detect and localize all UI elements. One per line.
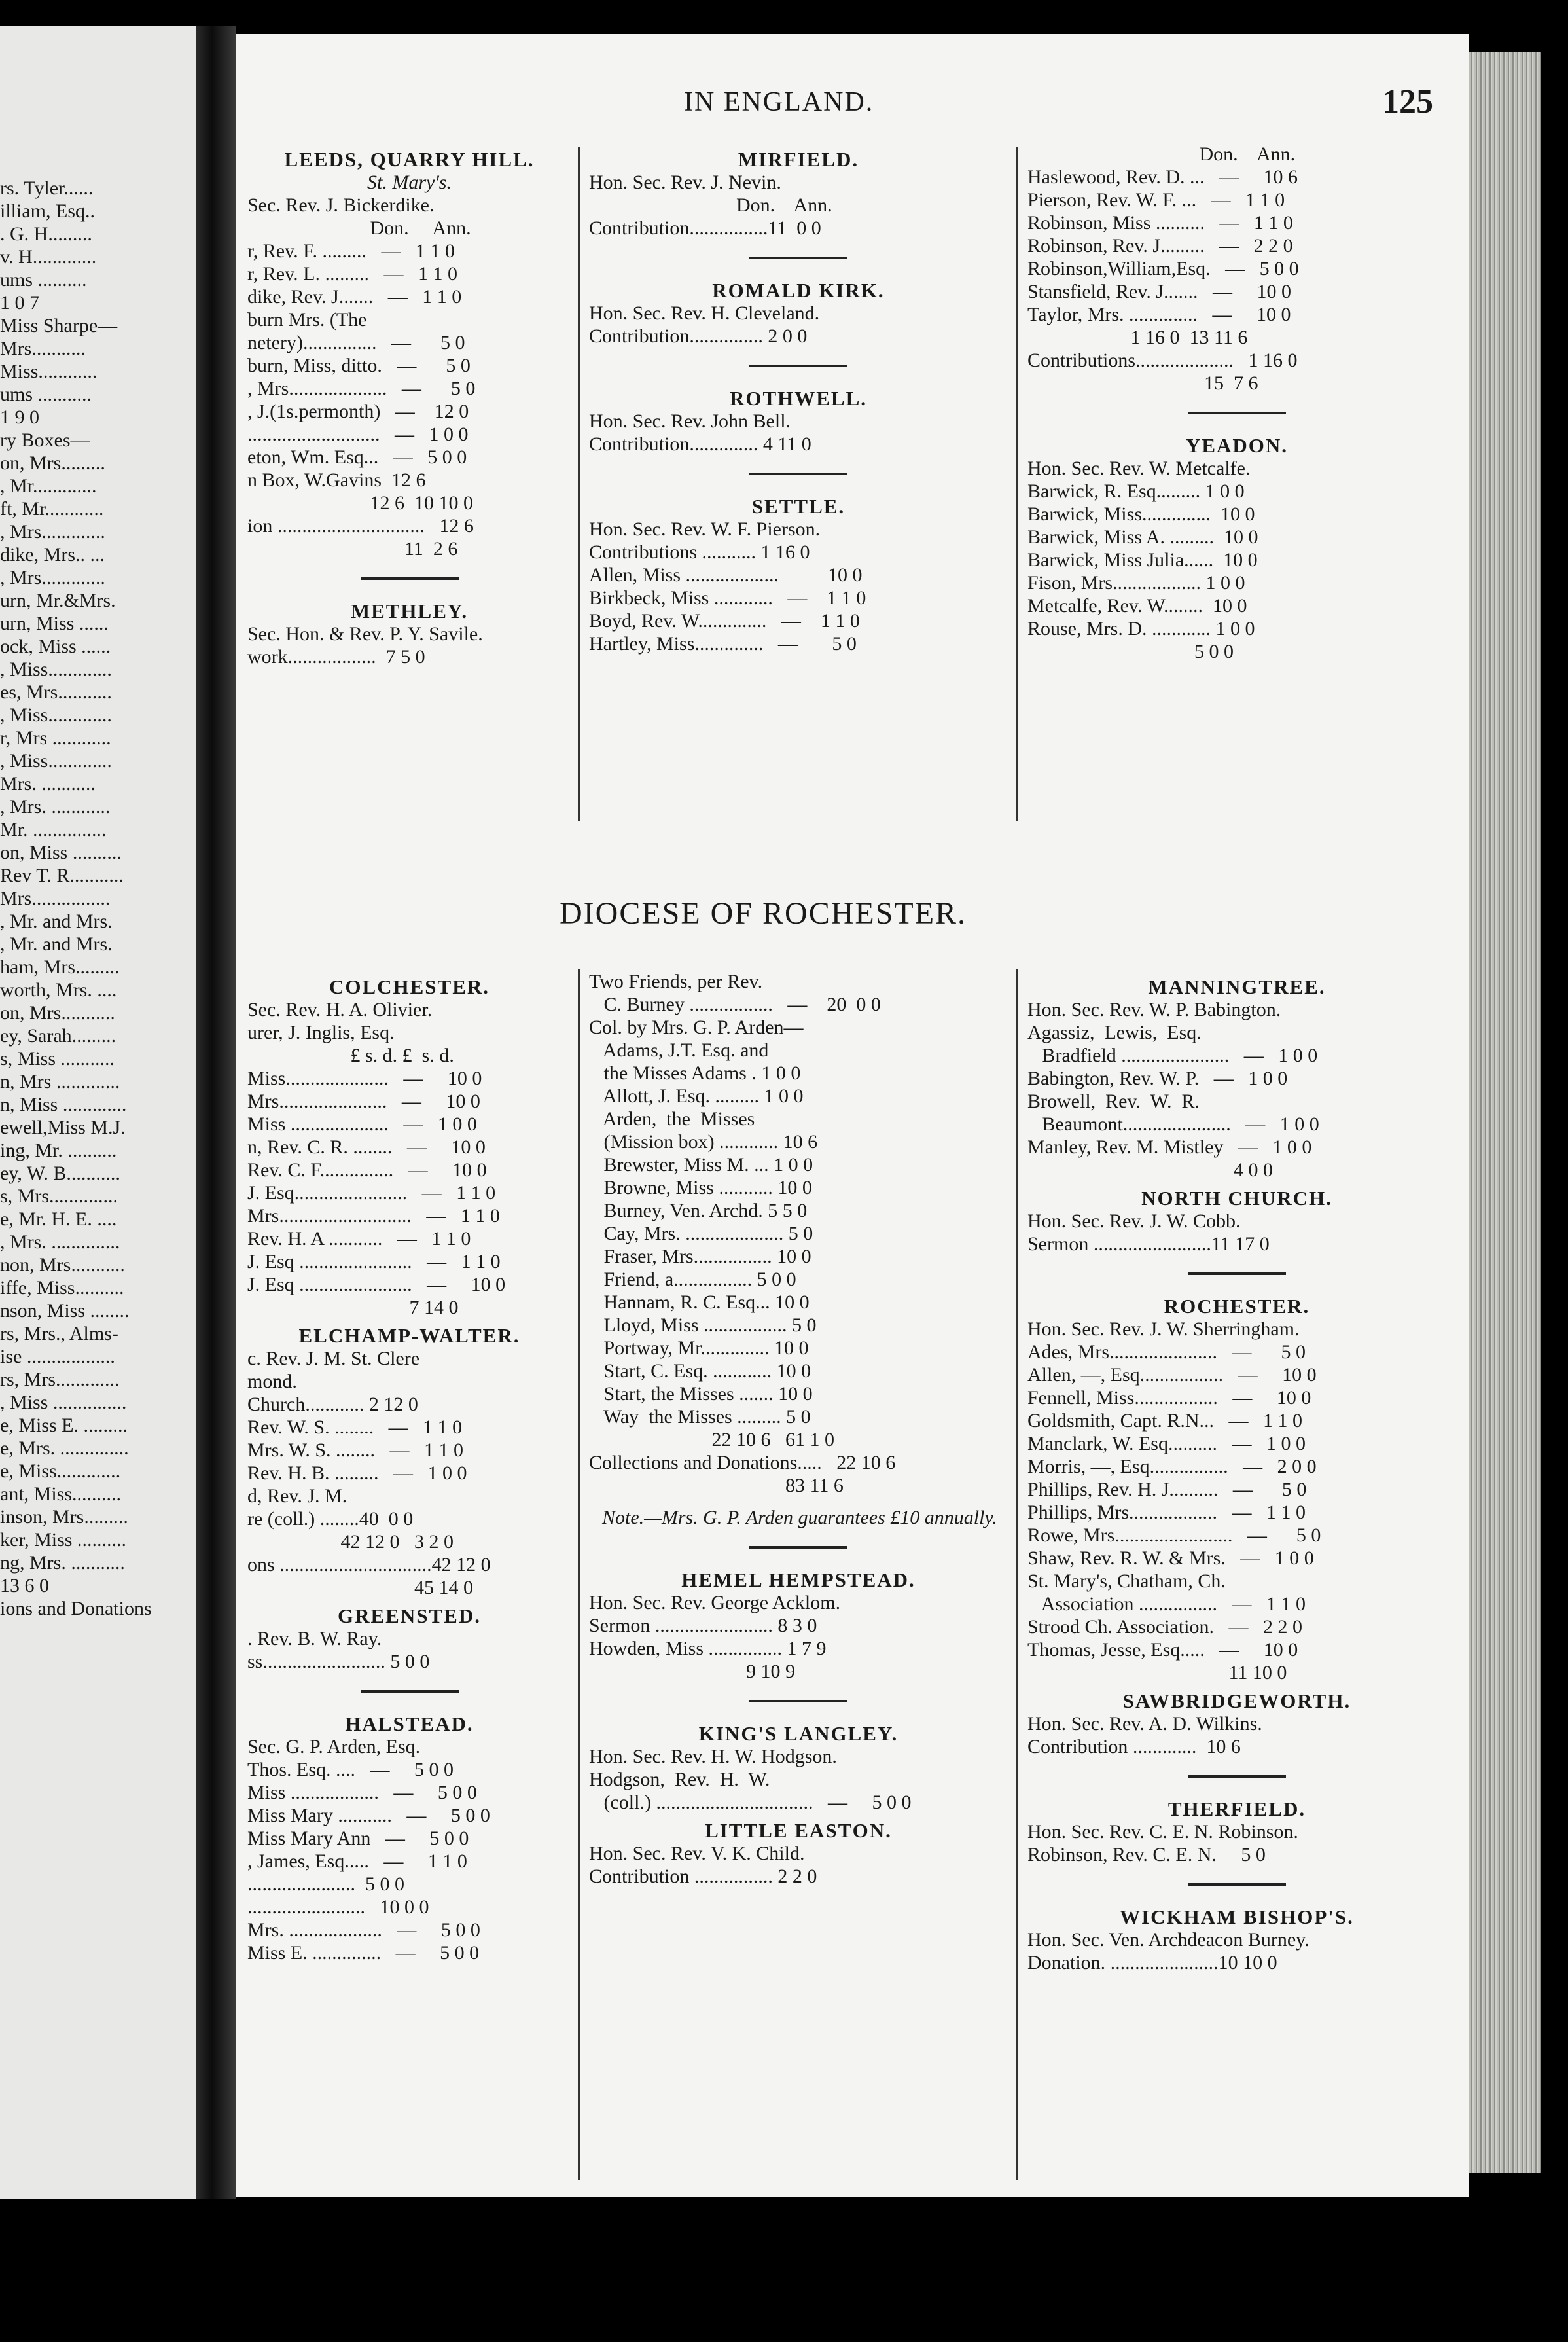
ledger-line: Sec. G. P. Arden, Esq.	[247, 1736, 421, 1757]
ledger-line: Cay, Mrs. .................... 5 0	[589, 1223, 813, 1244]
ledger-line: J. Esq ....................... — 1 1 0	[247, 1251, 501, 1272]
ledger-line: Col. by Mrs. G. P. Arden—	[589, 1017, 804, 1038]
ledger-line: Arden, the Misses	[589, 1108, 755, 1130]
column-rule	[1016, 147, 1018, 821]
facing-page-line: rs, Mrs., Alms-	[0, 1323, 118, 1344]
ledger-line: d, Rev. J. M.	[247, 1485, 347, 1507]
section-title: THERFIELD.	[1167, 1797, 1306, 1820]
section-title: COLCHESTER.	[329, 975, 490, 998]
ledger-line: Agassiz, Lewis, Esq.	[1027, 1022, 1202, 1043]
ledger-line: 42 12 0 3 2 0	[247, 1531, 454, 1553]
facing-page-line: Miss............	[0, 361, 98, 382]
facing-page-line: ock, Miss ......	[0, 636, 111, 657]
ledger-line: Thomas, Jesse, Esq..... — 10 0	[1027, 1639, 1298, 1661]
ledger-line: , J.(1s.permonth) — 12 0	[247, 401, 469, 422]
ledger-line: Barwick, Miss A. ......... 10 0	[1027, 526, 1258, 548]
ledger-line: r, Rev. L. ......... — 1 1 0	[247, 263, 457, 285]
ledger-line: Hon. Sec. Rev. J. W. Cobb.	[1027, 1210, 1241, 1232]
facing-page-line: rs, Mrs.............	[0, 1369, 120, 1390]
facing-page-line: illiam, Esq..	[0, 200, 95, 222]
facing-page-line: n, Mrs .............	[0, 1071, 120, 1092]
facing-page-line: ey, Sarah.........	[0, 1025, 116, 1047]
ledger-line: Miss E. .............. — 5 0 0	[247, 1942, 480, 1964]
section-title: ROCHESTER.	[1164, 1295, 1310, 1318]
facing-page-line: 1 0 7	[0, 292, 39, 314]
section-title: LEEDS, QUARRY HILL.	[284, 148, 535, 171]
ledger-line: Morris, —, Esq................ — 2 0 0	[1027, 1456, 1317, 1477]
section-title: GREENSTED.	[338, 1604, 481, 1627]
facing-page-line: on, Mrs.........	[0, 452, 105, 474]
facing-page-line: , Miss.............	[0, 750, 112, 772]
ledger-line: Rev. C. F............... — 10 0	[247, 1159, 487, 1181]
section-rule	[1188, 412, 1286, 414]
facing-page-line: s, Miss ...........	[0, 1048, 115, 1070]
ledger-line: Donation. ......................10 10 0	[1027, 1952, 1277, 1973]
facing-page-line: on, Mrs...........	[0, 1002, 115, 1024]
section-rule	[361, 1690, 459, 1693]
ledger-line: Contributions ........... 1 16 0	[589, 541, 810, 563]
ledger-line: Hon. Sec. Rev. J. W. Sherringham.	[1027, 1318, 1300, 1340]
ledger-line: Hon. Sec. Rev. George Acklom.	[589, 1592, 841, 1613]
ledger-line: C. Burney ................. — 20 0 0	[589, 994, 881, 1015]
ledger-line: Sermon ........................ 8 3 0	[589, 1615, 817, 1636]
ledger-line: ........................ 10 0 0	[247, 1896, 429, 1918]
ledger-line: St. Mary's, Chatham, Ch.	[1027, 1570, 1226, 1592]
ledger-line: Robinson,William,Esq. — 5 0 0	[1027, 258, 1299, 279]
column-middle-bottom	[589, 970, 1008, 1888]
facing-page-line: , Mr.............	[0, 475, 97, 497]
ledger-line: Rev. W. S. ........ — 1 1 0	[247, 1416, 463, 1438]
facing-page-line: , Mrs. ..............	[0, 1231, 120, 1253]
section-title: METHLEY.	[350, 600, 469, 622]
facing-page	[0, 26, 196, 2199]
ledger-line: ons ...............................42 12 0	[247, 1554, 491, 1576]
section-rule	[1188, 1883, 1286, 1886]
note: Note.—Mrs. G. P. Arden guarantees £10 annually.	[602, 1507, 997, 1528]
ledger-line: Robinson, Rev. C. E. N. 5 0	[1027, 1844, 1266, 1865]
section-rule	[361, 577, 459, 580]
column-right-bottom	[1027, 970, 1446, 1974]
ledger-line: urer, J. Inglis, Esq.	[247, 1022, 395, 1043]
facing-page-line: e, Mrs. ..............	[0, 1437, 129, 1459]
ledger-line: Hon. Sec. Rev. W. Metcalfe.	[1027, 458, 1251, 479]
ledger-line: Miss Mary Ann — 5 0 0	[247, 1828, 469, 1849]
ledger-line: Hon. Sec. Rev. W. F. Pierson.	[589, 518, 821, 540]
ledger-line: Hon. Sec. Rev. J. Nevin.	[589, 171, 781, 193]
ledger-line: Friend, a................ 5 0 0	[589, 1269, 796, 1290]
page-edges	[1469, 52, 1541, 2173]
facing-page-line: , Miss ...............	[0, 1392, 127, 1413]
ledger-line: Barwick, Miss.............. 10 0	[1027, 503, 1255, 525]
ledger-line: Miss .................. — 5 0 0	[247, 1782, 477, 1803]
facing-page-line: Mrs. ...........	[0, 773, 96, 795]
ledger-line: Contribution ................ 2 2 0	[589, 1865, 817, 1887]
ledger-line: 12 6 10 10 0	[247, 492, 473, 514]
ledger-line: Barwick, R. Esq......... 1 0 0	[1027, 480, 1245, 502]
ledger-line: burn, Miss, ditto. — 5 0	[247, 355, 471, 376]
facing-page-line: Rev T. R...........	[0, 865, 124, 886]
book-gutter	[196, 26, 236, 2199]
facing-page-line: ant, Miss..........	[0, 1483, 122, 1505]
ledger-line: re (coll.) ........40 0 0	[247, 1508, 414, 1530]
ledger-line: Manley, Rev. M. Mistley — 1 0 0	[1027, 1136, 1312, 1158]
ledger-line: Don. Ann.	[589, 194, 832, 216]
ledger-line: Allott, J. Esq. ......... 1 0 0	[589, 1085, 804, 1107]
ledger-line: Hon. Sec. Ven. Archdeacon Burney.	[1027, 1929, 1310, 1951]
facing-page-line: urn, Miss ......	[0, 613, 109, 634]
facing-page-line: worth, Mrs. ....	[0, 979, 117, 1001]
facing-page-line: non, Mrs...........	[0, 1254, 125, 1276]
ledger-line: Babington, Rev. W. P. — 1 0 0	[1027, 1068, 1288, 1089]
ledger-line: Goldsmith, Capt. R.N... — 1 1 0	[1027, 1410, 1303, 1432]
page-number: 125	[1382, 83, 1433, 120]
ledger-line: Two Friends, per Rev.	[589, 971, 763, 992]
ledger-line: Contribution.............. 4 11 0	[589, 433, 811, 455]
ledger-line: Brewster, Miss M. ... 1 0 0	[589, 1154, 813, 1176]
facing-page-line: r, Mrs ............	[0, 727, 111, 749]
ledger-line: 9 10 9	[589, 1661, 795, 1682]
ledger-line: Way the Misses ......... 5 0	[589, 1406, 811, 1428]
ledger-line: 45 14 0	[247, 1577, 473, 1598]
ledger-line: Pierson, Rev. W. F. ... — 1 1 0	[1027, 189, 1285, 211]
ledger-line: 1 16 0 13 11 6	[1027, 327, 1248, 348]
facing-page-line: iffe, Miss..........	[0, 1277, 124, 1299]
section-title: LITTLE EASTON.	[705, 1819, 892, 1842]
column-rule	[1016, 969, 1018, 2180]
ledger-line: the Misses Adams . 1 0 0	[589, 1062, 801, 1084]
facing-page-line: ums ..........	[0, 269, 87, 291]
ledger-line: Allen, —, Esq................. — 10 0	[1027, 1364, 1317, 1386]
section-title: HALSTEAD.	[345, 1712, 474, 1735]
ledger-line: Hannam, R. C. Esq... 10 0	[589, 1291, 810, 1313]
facing-page-line: ise ..................	[0, 1346, 115, 1367]
ledger-line: Shaw, Rev. R. W. & Mrs. — 1 0 0	[1027, 1547, 1314, 1569]
facing-page-line: , Mrs.............	[0, 521, 105, 543]
ledger-line: Stansfield, Rev. J....... — 10 0	[1027, 281, 1292, 302]
facing-page-line: nson, Miss ........	[0, 1300, 130, 1322]
column-rule	[578, 147, 580, 821]
ledger-line: mond.	[247, 1371, 297, 1392]
facing-page-line: ey, W. B...........	[0, 1162, 120, 1184]
section-rule	[1188, 1272, 1286, 1275]
ledger-line: Mrs. ................... — 5 0 0	[247, 1919, 480, 1941]
section-rule	[749, 1700, 847, 1702]
ledger-line: 83 11 6	[589, 1475, 844, 1496]
facing-page-line: , Mrs.............	[0, 567, 105, 588]
ledger-line: 4 0 0	[1027, 1159, 1273, 1181]
facing-page-line: ry Boxes—	[0, 429, 90, 451]
section-title: ROTHWELL.	[729, 387, 868, 410]
ledger-line: Don. Ann.	[247, 217, 471, 239]
facing-page-line: 13 6 0	[0, 1575, 49, 1596]
facing-page-line: Mr. ...............	[0, 819, 107, 840]
ledger-line: Lloyd, Miss ................. 5 0	[589, 1314, 817, 1336]
section-rule	[749, 473, 847, 475]
ledger-line: Rev. H. B. ......... — 1 0 0	[247, 1462, 467, 1484]
ledger-line: c. Rev. J. M. St. Clere	[247, 1348, 420, 1369]
section-title: HEMEL HEMPSTEAD.	[681, 1568, 916, 1591]
ledger-line: Howden, Miss ............... 1 7 9	[589, 1638, 827, 1659]
ledger-line: Metcalfe, Rev. W........ 10 0	[1027, 595, 1247, 617]
ledger-line: Hon. Sec. Rev. A. D. Wilkins.	[1027, 1713, 1262, 1735]
ledger-line: Hon. Sec. Rev. W. P. Babington.	[1027, 999, 1281, 1020]
ledger-line: Robinson, Rev. J......... — 2 2 0	[1027, 235, 1293, 257]
ledger-line: Rouse, Mrs. D. ............ 1 0 0	[1027, 618, 1255, 640]
section-title: SAWBRIDGEWORTH.	[1122, 1689, 1351, 1712]
ledger-line: ion .............................. 12 6	[247, 515, 474, 537]
section-rule	[749, 1546, 847, 1549]
ledger-line: Contribution............... 2 0 0	[589, 325, 808, 347]
ledger-line: 22 10 6 61 1 0	[589, 1429, 834, 1450]
diocese-heading: DIOCESE OF ROCHESTER.	[560, 896, 967, 931]
ledger-line: Haslewood, Rev. D. ... — 10 6	[1027, 166, 1298, 188]
ledger-line: Burney, Ven. Archd. 5 5 0	[589, 1200, 808, 1221]
section-rule	[749, 365, 847, 367]
facing-page-line: ker, Miss ..........	[0, 1529, 126, 1551]
ledger-line: Contribution................11 0 0	[589, 217, 821, 239]
ledger-line: Hodgson, Rev. H. W.	[589, 1769, 770, 1790]
ledger-line: Hon. Sec. Rev. V. K. Child.	[589, 1843, 805, 1864]
ledger-line: Strood Ch. Association. — 2 2 0	[1027, 1616, 1303, 1638]
ledger-line: Phillips, Mrs.................. — 1 1 0	[1027, 1502, 1306, 1523]
facing-page-line: e, Miss E. .........	[0, 1414, 128, 1436]
facing-page-line: , Mr. and Mrs.	[0, 933, 113, 955]
ledger-line: Sermon ........................11 17 0	[1027, 1233, 1270, 1255]
facing-page-line: es, Mrs...........	[0, 681, 112, 703]
ledger-line: netery)............... — 5 0	[247, 332, 465, 353]
ledger-line: Hon. Sec. Rev. H. W. Hodgson.	[589, 1746, 837, 1767]
section-title: ROMALD KIRK.	[712, 279, 885, 302]
column-left-top	[247, 143, 571, 668]
ledger-line: Browell, Rev. W. R.	[1027, 1090, 1200, 1112]
ledger-line: (Mission box) ............ 10 6	[589, 1131, 818, 1153]
ledger-line: Contributions.................... 1 16 0	[1027, 350, 1298, 371]
ledger-line: Manclark, W. Esq.......... — 1 0 0	[1027, 1433, 1306, 1454]
ledger-line: Hon. Sec. Rev. H. Cleveland.	[589, 302, 820, 324]
ledger-line: 15 7 6	[1027, 372, 1258, 394]
section-title: SETTLE.	[751, 495, 846, 518]
column-middle-top	[589, 143, 1008, 655]
column-rule	[578, 969, 580, 2180]
ledger-line: Portway, Mr.............. 10 0	[589, 1337, 809, 1359]
facing-page-line: . G. H.........	[0, 223, 92, 245]
ledger-line: Contribution ............. 10 6	[1027, 1736, 1241, 1757]
facing-page-line: n, Miss .............	[0, 1094, 127, 1115]
facing-page-line: dike, Mrs.. ...	[0, 544, 105, 566]
section-title: MANNINGTREE.	[1148, 975, 1326, 998]
ledger-line: Church............ 2 12 0	[247, 1394, 418, 1415]
facing-page-line: ewell,Miss M.J.	[0, 1117, 126, 1138]
ledger-line: Mrs........................... — 1 1 0	[247, 1205, 500, 1227]
ledger-line: £ s. d. £ s. d.	[247, 1045, 454, 1066]
section-title: KING'S LANGLEY.	[698, 1722, 899, 1745]
ledger-line: 7 14 0	[247, 1297, 459, 1318]
facing-page-line: Miss Sharpe—	[0, 315, 118, 336]
facing-page-line: s, Mrs..............	[0, 1185, 118, 1207]
ledger-line: work.................. 7 5 0	[247, 646, 425, 668]
column-left-bottom	[247, 970, 571, 1964]
section-title: MIRFIELD.	[738, 148, 859, 171]
ledger-line: Adams, J.T. Esq. and	[589, 1039, 769, 1061]
ledger-line: Birkbeck, Miss ............ — 1 1 0	[589, 587, 866, 609]
ledger-line: (coll.) ................................ — 5 0 0	[589, 1792, 912, 1813]
ledger-line: J. Esq....................... — 1 1 0	[247, 1182, 496, 1204]
ledger-line: Boyd, Rev. W.............. — 1 1 0	[589, 610, 860, 632]
ledger-line: Fison, Mrs.................. 1 0 0	[1027, 572, 1245, 594]
ledger-line: burn Mrs. (The	[247, 309, 367, 331]
ledger-line: Taylor, Mrs. .............. — 10 0	[1027, 304, 1291, 325]
facing-page-line: , Mr. and Mrs.	[0, 910, 113, 932]
facing-page-line: on, Miss ..........	[0, 842, 122, 863]
ledger-line: Phillips, Rev. H. J.......... — 5 0	[1027, 1479, 1307, 1500]
ledger-line: Mrs...................... — 10 0	[247, 1090, 480, 1112]
ledger-line: Miss Mary ........... — 5 0 0	[247, 1805, 490, 1826]
section-rule	[749, 257, 847, 259]
facing-page-line: ng, Mrs. ...........	[0, 1552, 125, 1574]
section-rule	[1188, 1775, 1286, 1778]
ledger-line: ss......................... 5 0 0	[247, 1651, 430, 1672]
facing-page-text	[0, 177, 196, 2173]
ledger-line: Bradfield ...................... — 1 0 0	[1027, 1045, 1318, 1066]
ledger-line: n Box, W.Gavins 12 6	[247, 469, 426, 491]
facing-page-line: ions and Donations	[0, 1598, 152, 1619]
ledger-line: Don. Ann.	[1027, 143, 1296, 165]
facing-page-line: ft, Mr............	[0, 498, 104, 520]
facing-page-line: e, Mr. H. E. ....	[0, 1208, 117, 1230]
ledger-line: . Rev. B. W. Ray.	[247, 1628, 382, 1649]
ledger-line: Thos. Esq. .... — 5 0 0	[247, 1759, 454, 1780]
section-title: ELCHAMP-WALTER.	[298, 1324, 520, 1347]
ledger-line: n, Rev. C. R. ........ — 10 0	[247, 1136, 486, 1158]
facing-page-line: Mrs................	[0, 888, 111, 909]
ledger-line: Hartley, Miss.............. — 5 0	[589, 633, 857, 655]
ledger-line: Mrs. W. S. ........ — 1 1 0	[247, 1439, 464, 1461]
running-title: IN ENGLAND.	[684, 87, 874, 117]
facing-page-line: urn, Mr.&Mrs.	[0, 590, 116, 611]
ledger-line: Sec. Rev. H. A. Olivier.	[247, 999, 433, 1020]
ledger-line: dike, Rev. J....... — 1 1 0	[247, 286, 462, 308]
ledger-line: Start, the Misses ....... 10 0	[589, 1383, 813, 1405]
section-subtitle: St. Mary's.	[367, 171, 452, 193]
section-title: WICKHAM BISHOP'S.	[1120, 1905, 1354, 1928]
ledger-line: J. Esq ....................... — 10 0	[247, 1274, 506, 1295]
ledger-line: Rev. H. A ........... — 1 1 0	[247, 1228, 471, 1250]
ledger-line: Hon. Sec. Rev. John Bell.	[589, 410, 791, 432]
facing-page-line: 1 9 0	[0, 406, 39, 428]
ledger-line: Barwick, Miss Julia...... 10 0	[1027, 549, 1258, 571]
ledger-line: Fraser, Mrs................ 10 0	[589, 1246, 811, 1267]
facing-page-line: inson, Mrs.........	[0, 1506, 128, 1528]
column-right-top	[1027, 143, 1446, 663]
ledger-line: , James, Esq..... — 1 1 0	[247, 1850, 467, 1872]
ledger-line: 5 0 0	[1027, 641, 1234, 662]
ledger-line: Sec. Hon. & Rev. P. Y. Savile.	[247, 623, 483, 645]
ledger-line: Sec. Rev. J. Bickerdike.	[247, 194, 435, 216]
ledger-line: eton, Wm. Esq... — 5 0 0	[247, 446, 467, 468]
ledger-line: Fennell, Miss................. — 10 0	[1027, 1387, 1311, 1409]
ledger-line: Rowe, Mrs........................ — 5 0	[1027, 1524, 1321, 1546]
section-title: NORTH CHURCH.	[1141, 1187, 1332, 1210]
ledger-line: ........................... — 1 0 0	[247, 423, 469, 445]
facing-page-line: ing, Mr. ..........	[0, 1140, 117, 1161]
facing-page-line: v. H.............	[0, 246, 97, 268]
facing-page-line: e, Miss.............	[0, 1460, 121, 1482]
facing-page-line: , Miss.............	[0, 658, 112, 680]
facing-page-line: Mrs...........	[0, 338, 86, 359]
ledger-line: Start, C. Esq. ............ 10 0	[589, 1360, 811, 1382]
ledger-line: 11 2 6	[247, 538, 458, 560]
ledger-line: ...................... 5 0 0	[247, 1873, 404, 1895]
ledger-line: Association ................ — 1 1 0	[1027, 1593, 1306, 1615]
ledger-line: Allen, Miss ................... 10 0	[589, 564, 863, 586]
section-title: YEADON.	[1185, 434, 1289, 457]
ledger-line: Ades, Mrs...................... — 5 0	[1027, 1341, 1306, 1363]
facing-page-line: , Mrs. ............	[0, 796, 111, 818]
ledger-line: Miss..................... — 10 0	[247, 1068, 482, 1089]
ledger-line: Browne, Miss ........... 10 0	[589, 1177, 812, 1198]
ledger-line: Hon. Sec. Rev. C. E. N. Robinson.	[1027, 1821, 1298, 1843]
ledger-line: 11 10 0	[1027, 1662, 1287, 1684]
ledger-line: Robinson, Miss .......... — 1 1 0	[1027, 212, 1293, 234]
facing-page-line: ham, Mrs.........	[0, 956, 120, 978]
ledger-line: Miss .................... — 1 0 0	[247, 1113, 477, 1135]
facing-page-line: , Miss.............	[0, 704, 112, 726]
ledger-line: Beaumont...................... — 1 0 0	[1027, 1113, 1319, 1135]
facing-page-line: rs. Tyler......	[0, 177, 94, 199]
ledger-line: , Mrs.................... — 5 0	[247, 378, 476, 399]
ledger-line: r, Rev. F. ......... — 1 1 0	[247, 240, 455, 262]
facing-page-line: ums ...........	[0, 384, 92, 405]
ledger-line: Collections and Donations..... 22 10 6	[589, 1452, 896, 1473]
